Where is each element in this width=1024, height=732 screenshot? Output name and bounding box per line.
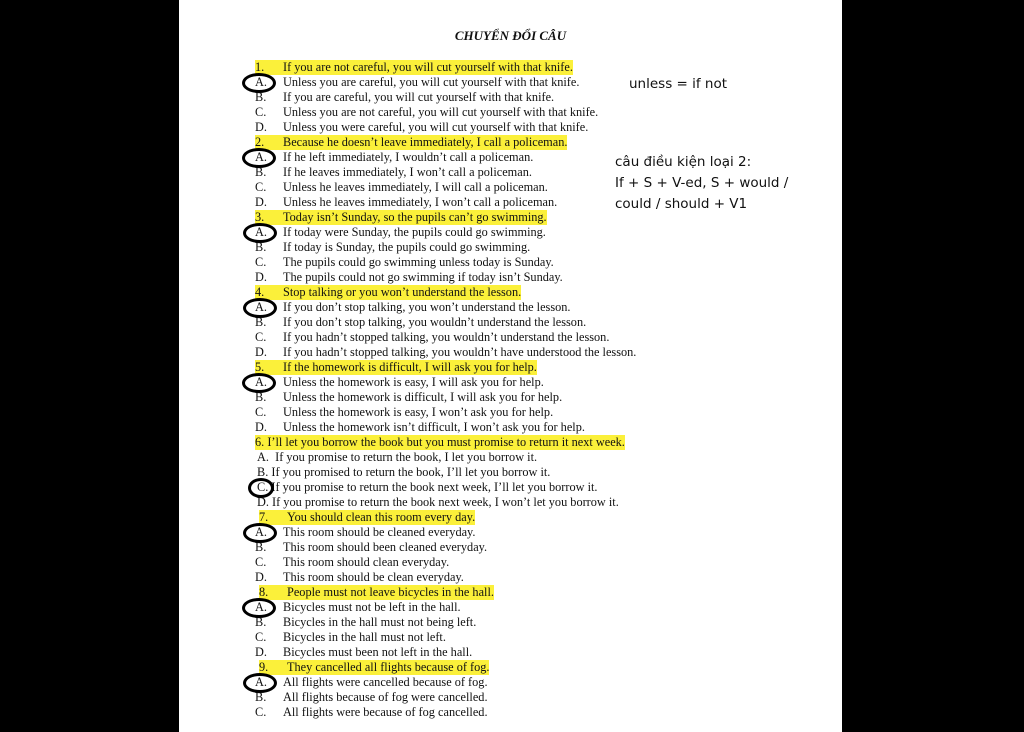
- question-5-option-a: A. Unless the homework is easy, I will ask you for help.: [255, 375, 544, 389]
- question-4-stem: 4. Stop talking or you won’t understand the lesson.: [255, 285, 522, 299]
- question-2-stem: 2. Because he doesn’t leave immediately, I call a policeman.: [255, 135, 568, 149]
- answer-circle-1: [242, 73, 276, 93]
- question-1-option-b: B. If you are careful, you will cut yourself with that knife.: [255, 90, 555, 104]
- question-2-option-a: A. If he left immediately, I wouldn’t call a policeman.: [255, 150, 534, 164]
- question-9-option-a: A. All flights were cancelled because of fog.: [255, 675, 488, 689]
- document-page: [179, 0, 842, 732]
- question-8-option-a: A. Bicycles must not be left in the hall.: [255, 600, 461, 614]
- question-8-stem: 8. People must not leave bicycles in the hall.: [259, 585, 494, 599]
- question-1-stem: 1. If you are not careful, you will cut yourself with that knife.: [255, 60, 573, 74]
- answer-circle-8: [242, 598, 276, 618]
- question-1-option-a: A. Unless you are careful, you will cut yourself with that knife.: [255, 75, 580, 89]
- question-7-option-d: D. This room should be clean everyday.: [255, 570, 464, 584]
- question-7-stem: 7. You should clean this room every day.: [259, 510, 476, 524]
- question-4-option-c: C. If you hadn’t stopped talking, you wouldn’t understand the lesson.: [255, 330, 610, 344]
- answer-circle-5: [242, 373, 276, 393]
- question-2-option-c: C. Unless he leaves immediately, I will call a policeman.: [255, 180, 548, 194]
- answer-circle-9: [243, 673, 277, 693]
- question-6-option-a: A. If you promise to return the book, I let you borrow it.: [257, 450, 538, 464]
- question-5-stem: 5. If the homework is difficult, I will ask you for help.: [255, 360, 537, 374]
- question-6-stem: 6. I’ll let you borrow the book but you must promise to return it next week.: [255, 435, 625, 449]
- question-5-option-b: B. Unless the homework is difficult, I will ask you for help.: [255, 390, 563, 404]
- question-3-option-d: D. The pupils could not go swimming if today isn’t Sunday.: [255, 270, 563, 284]
- question-2-option-b: B. If he leaves immediately, I won’t call a policeman.: [255, 165, 532, 179]
- question-4-option-b: B. If you don’t stop talking, you wouldn’t understand the lesson.: [255, 315, 587, 329]
- question-9-stem: 9. They cancelled all flights because of fog.: [259, 660, 490, 674]
- question-3-option-b: B. If today is Sunday, the pupils could go swimming.: [255, 240, 531, 254]
- question-5-option-c: C. Unless the homework is easy, I won’t ask you for help.: [255, 405, 554, 419]
- question-3-stem: 3. Today isn’t Sunday, so the pupils can’t go swimming.: [255, 210, 547, 224]
- question-8-option-b: B. Bicycles in the hall must not being left.: [255, 615, 477, 629]
- answer-circle-3: [243, 223, 277, 243]
- note-conditional-line-3: could / should + V1: [615, 196, 748, 212]
- question-3-option-a: A. If today were Sunday, the pupils could go swimming.: [255, 225, 546, 239]
- question-6-option-b: B. If you promised to return the book, I’ll let you borrow it.: [257, 465, 551, 479]
- page-title: CHUYỂN ĐỔI CÂU: [454, 28, 567, 43]
- question-1-option-d: D. Unless you were careful, you will cut yourself with that knife.: [255, 120, 589, 134]
- question-4-option-a: A. If you don’t stop talking, you won’t understand the lesson.: [255, 300, 571, 314]
- question-5-option-d: D. Unless the homework isn’t difficult, I won’t ask you for help.: [255, 420, 585, 434]
- question-9-option-c: C. All flights were because of fog cancelled.: [255, 705, 488, 719]
- question-9-option-b: B. All flights because of fog were cancelled.: [255, 690, 488, 704]
- answer-circle-4: [243, 298, 277, 318]
- question-7-option-a: A. This room should be cleaned everyday.: [255, 525, 476, 539]
- question-6-option-c: C. If you promise to return the book next week, I’ll let you borrow it.: [257, 480, 598, 494]
- note-conditional-line-2: If + S + V-ed, S + would /: [615, 175, 789, 191]
- question-7-option-c: C. This room should clean everyday.: [255, 555, 450, 569]
- question-8-option-d: D. Bicycles must been not left in the hall.: [255, 645, 473, 659]
- question-3-option-c: C. The pupils could go swimming unless today is Sunday.: [255, 255, 554, 269]
- question-8-option-c: C. Bicycles in the hall must not left.: [255, 630, 446, 644]
- question-7-option-b: B. This room should been cleaned everyday.: [255, 540, 488, 554]
- note-conditional-line-1: câu điều kiện loại 2:: [615, 154, 752, 170]
- answer-circle-7: [243, 523, 277, 543]
- question-2-option-d: D. Unless he leaves immediately, I won’t call a policeman.: [255, 195, 558, 209]
- question-4-option-d: D. If you hadn’t stopped talking, you wouldn’t have understood the lesson.: [255, 345, 637, 359]
- question-1-option-c: C. Unless you are not careful, you will cut yourself with that knife.: [255, 105, 599, 119]
- question-6-option-d: D. If you promise to return the book next week, I won’t let you borrow it.: [257, 495, 619, 509]
- answer-circle-6: [248, 478, 274, 498]
- note-unless: unless = if not: [629, 76, 728, 92]
- answer-circle-2: [242, 148, 276, 168]
